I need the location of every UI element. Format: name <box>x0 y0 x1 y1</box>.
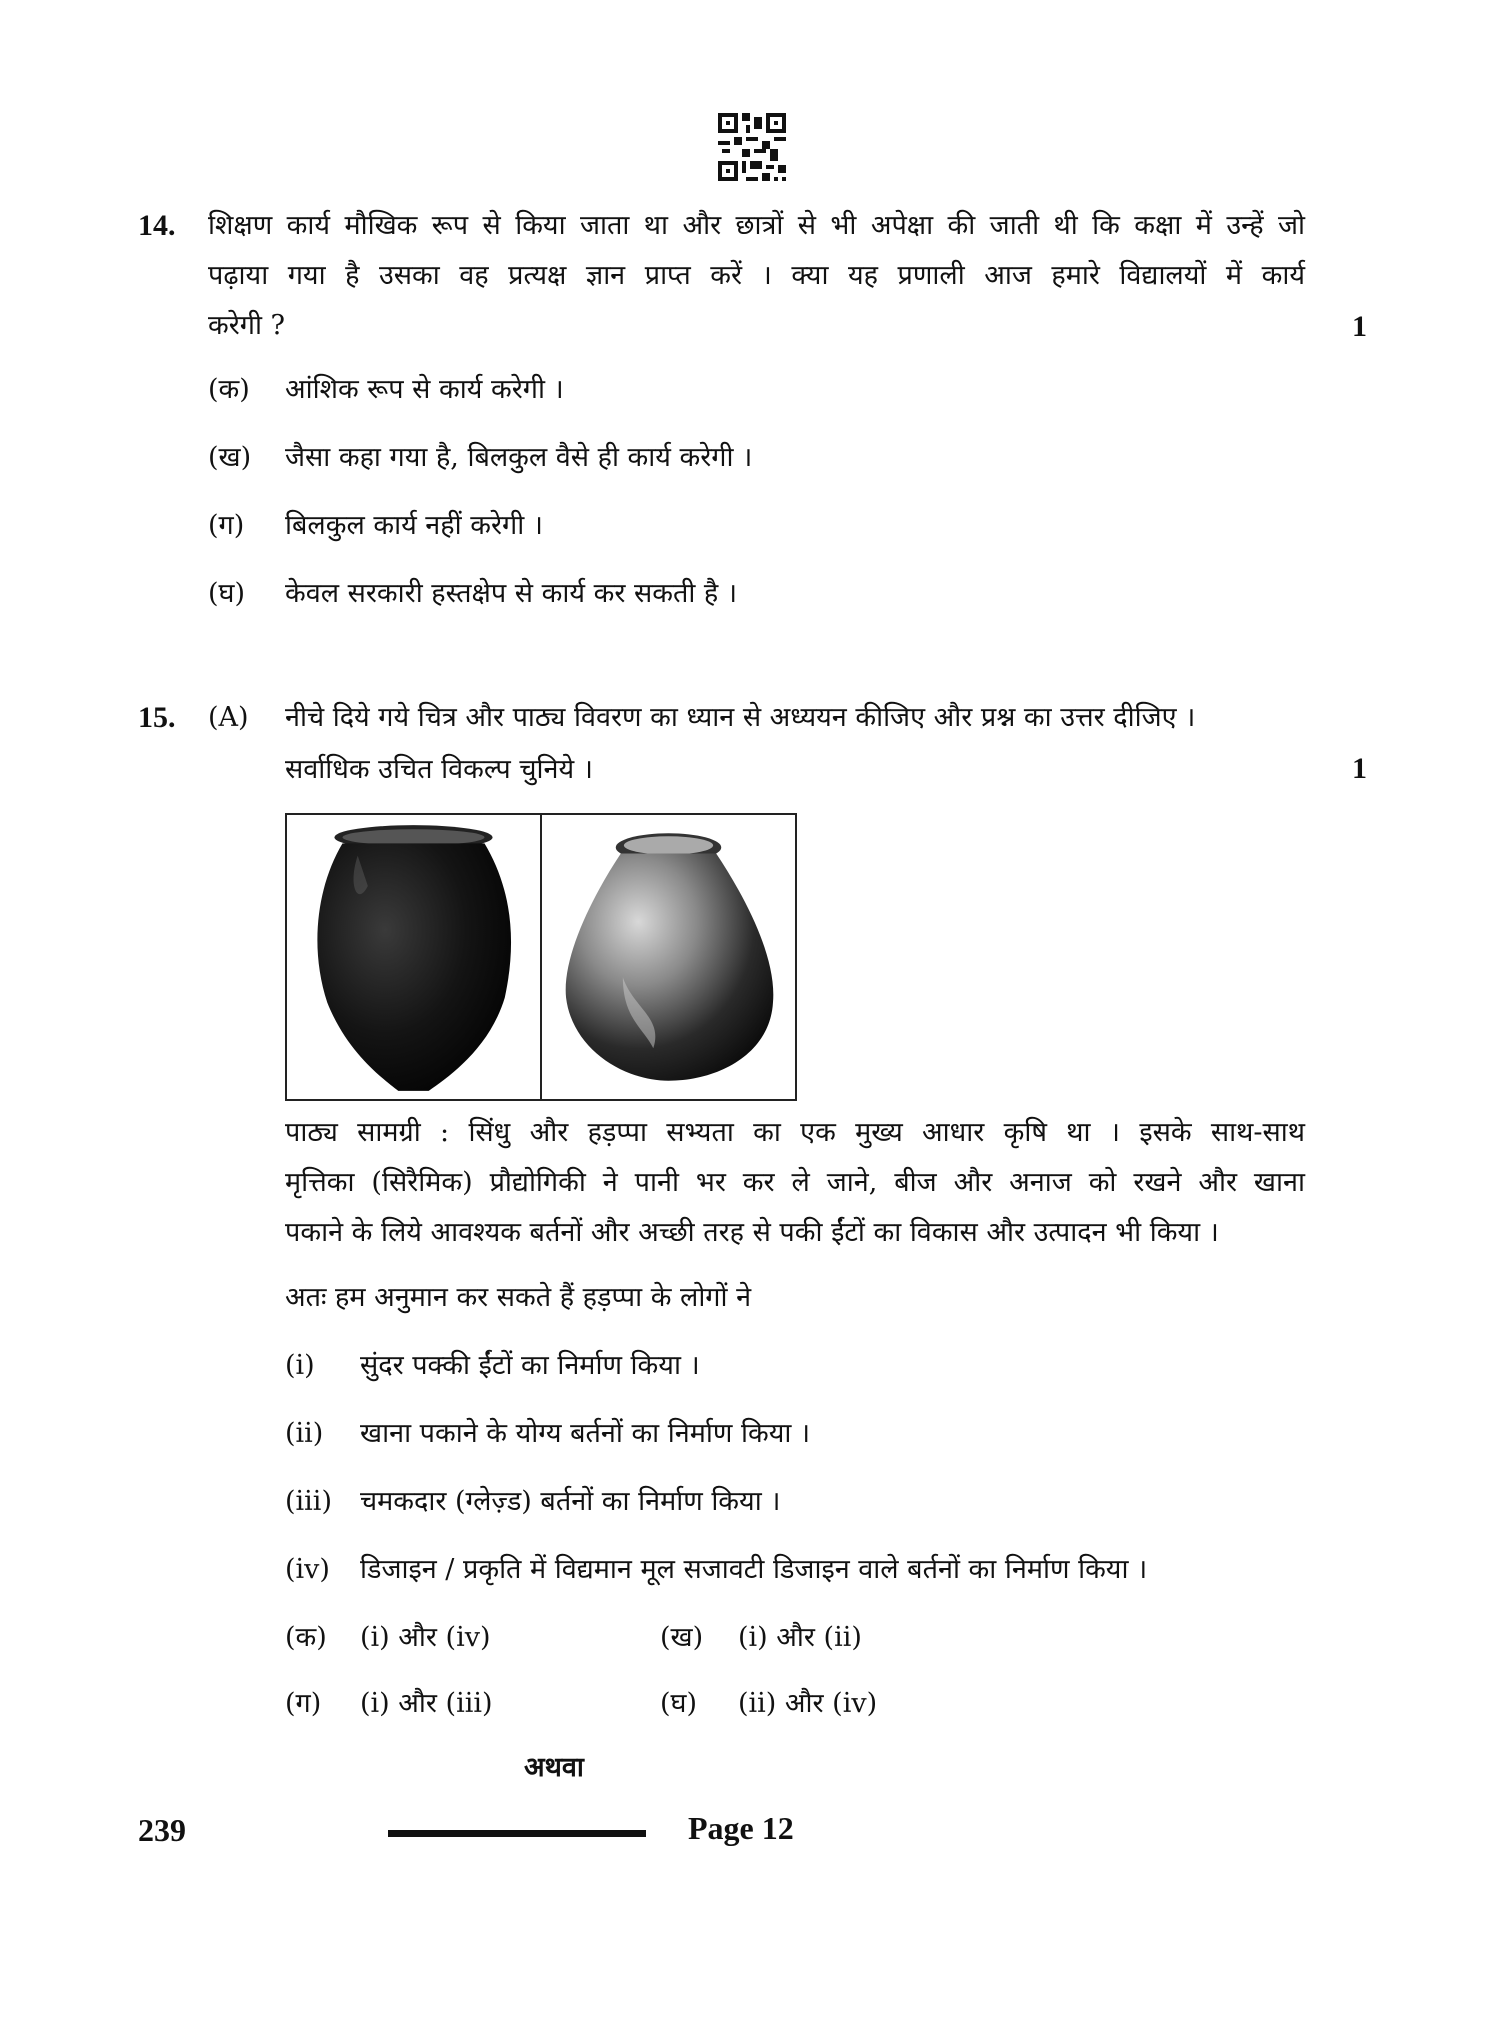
option-text: (i) और (iv) <box>360 1622 491 1653</box>
option-text: (i) और (iii) <box>360 1688 493 1719</box>
or-separator: अथवा <box>524 1752 584 1783</box>
option-label: (ग) <box>208 510 245 541</box>
inference-text: अतः हम अनुमान कर सकते हैं हड़प्पा के लोगों ने <box>285 1282 752 1313</box>
qr-code-icon <box>718 113 786 185</box>
marks: 1 <box>1352 752 1367 785</box>
option-text: केवल सरकारी हस्तक्षेप से कार्य कर सकती है । <box>285 578 738 609</box>
statement-text: खाना पकाने के योग्य बर्तनों का निर्माण किया । <box>360 1418 811 1449</box>
option-text: बिलकुल कार्य नहीं करेगी । <box>285 510 543 541</box>
question-text-line: करेगी ? <box>208 310 286 341</box>
option-label: (ख) <box>660 1622 704 1653</box>
passage-line: पाठ्य सामग्री : सिंधु और हड़प्पा सभ्यता का एक मुख्य आधार कृषि था । इसके साथ-साथ <box>285 1117 1305 1148</box>
pottery-images <box>285 813 797 1101</box>
passage-line: मृत्तिका (सिरैमिक) प्रौद्योगिकी ने पानी भर कर ले जाने, बीज और अनाज को रखने और खाना <box>285 1167 1305 1198</box>
option-label: (ख) <box>208 442 252 473</box>
option-text: जैसा कहा गया है, बिलकुल वैसे ही कार्य करेगी । <box>285 442 753 473</box>
question-number: 14. <box>138 209 176 242</box>
option-label: (घ) <box>660 1688 698 1719</box>
option-text: (i) और (ii) <box>738 1622 862 1653</box>
statement-text: चमकदार (ग्लेज़्ड) बर्तनों का निर्माण किया । <box>360 1486 781 1517</box>
statement-text: डिजाइन / प्रकृति में विद्यमान मूल सजावटी डिजाइन वाले बर्तनों का निर्माण किया । <box>360 1554 1148 1585</box>
question-text-line: नीचे दिये गये चित्र और पाठ्य विवरण का ध्यान से अध्ययन कीजिए और प्रश्न का उत्तर दीजिए । <box>285 702 1196 733</box>
option-label: (क) <box>208 374 250 405</box>
pot-image-2 <box>540 815 795 1099</box>
pot-image-1 <box>287 815 540 1099</box>
statement-label: (iii) <box>285 1486 332 1517</box>
passage-line: पकाने के लिये आवश्यक बर्तनों और अच्छी तरह से पकी ईंटों का विकास और उत्पादन भी किया । <box>285 1217 1219 1248</box>
question-text-line: सर्वाधिक उचित विकल्प चुनिये । <box>285 754 593 785</box>
question-part-label: (A) <box>208 702 249 733</box>
question-text-line: पढ़ाया गया है उसका वह प्रत्यक्ष ज्ञान प्राप्त करें । क्या यह प्रणाली आज हमारे विद्यालयों में कार्य <box>208 260 1305 291</box>
question-text-line: शिक्षण कार्य मौखिक रूप से किया जाता था और छात्रों से भी अपेक्षा की जाती थी कि कक्षा में उन्हें जो <box>208 210 1305 241</box>
footer-rule <box>388 1830 646 1837</box>
marks: 1 <box>1352 310 1367 343</box>
statement-label: (iv) <box>285 1554 330 1585</box>
option-text: (ii) और (iv) <box>738 1688 878 1719</box>
page-number: Page 12 <box>688 1810 794 1846</box>
paper-code: 239 <box>138 1812 186 1848</box>
option-label: (ग) <box>285 1688 322 1719</box>
option-label: (क) <box>285 1622 327 1653</box>
question-number: 15. <box>138 701 176 734</box>
statement-text: सुंदर पक्की ईंटों का निर्माण किया । <box>360 1350 700 1381</box>
option-text: आंशिक रूप से कार्य करेगी । <box>285 374 564 405</box>
statement-label: (ii) <box>285 1418 324 1449</box>
option-label: (घ) <box>208 578 246 609</box>
statement-label: (i) <box>285 1350 315 1381</box>
